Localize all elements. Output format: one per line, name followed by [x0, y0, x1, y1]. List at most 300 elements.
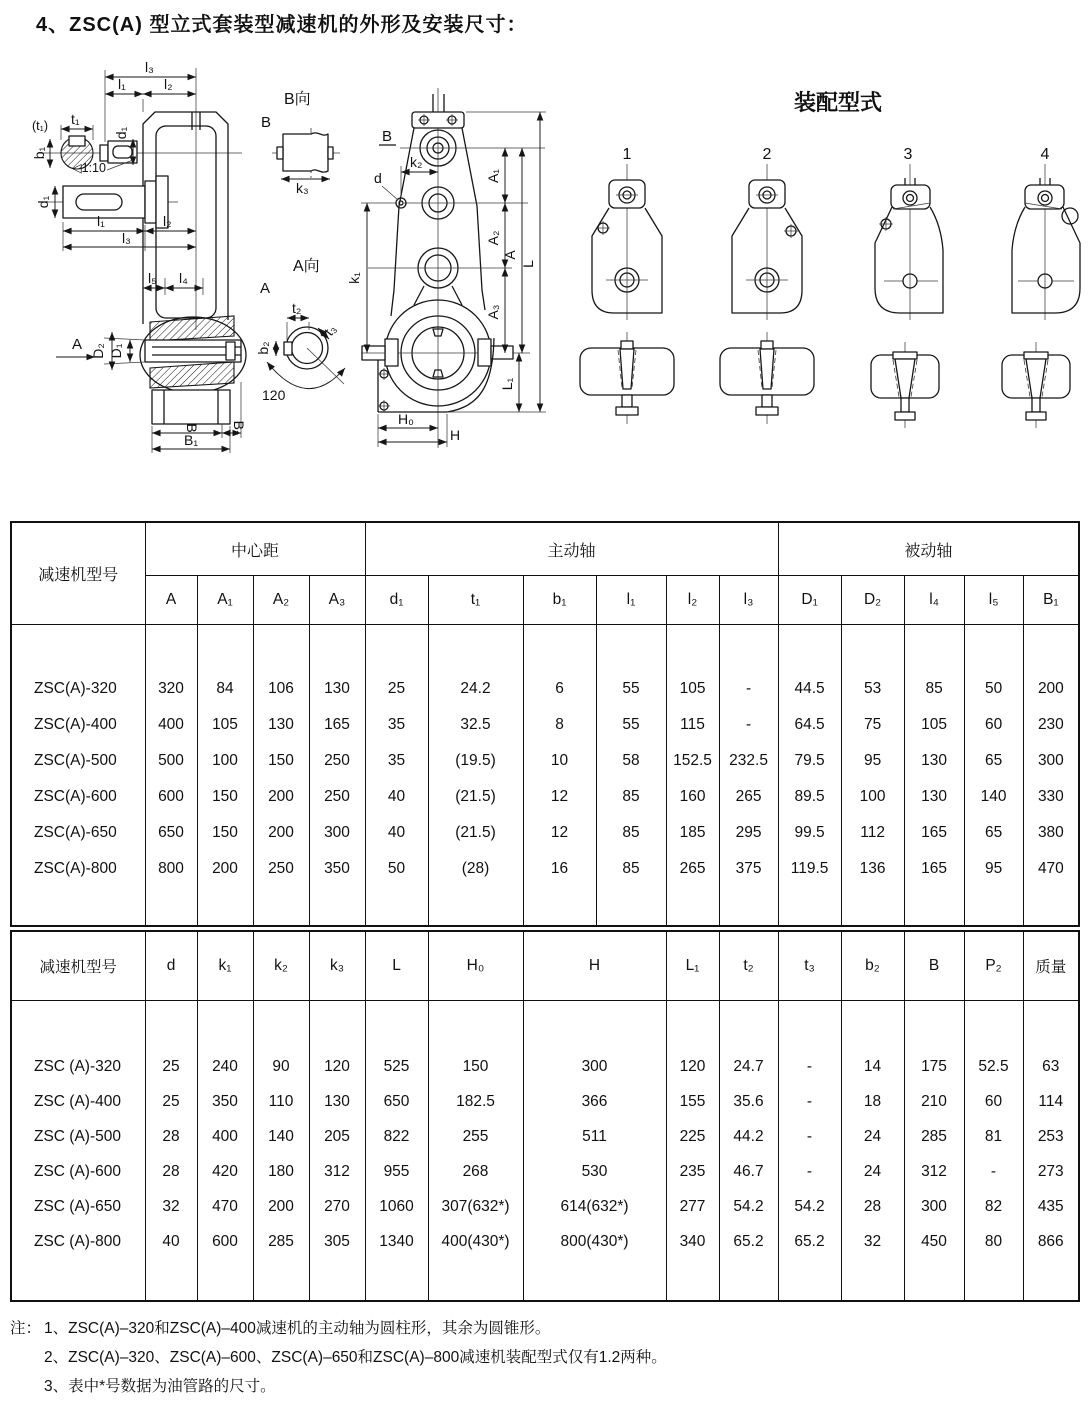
value-cell: 25 [145, 1001, 197, 1085]
value-cell: - [778, 1001, 841, 1085]
value-cell: 90 [253, 1001, 309, 1085]
value-cell: 470 [197, 1189, 253, 1224]
value-cell: 89.5 [778, 779, 841, 815]
value-cell: 54.2 [719, 1189, 778, 1224]
model-cell: ZSC (A)-650 [11, 1189, 145, 1224]
assembly-number-1: 1 [622, 146, 632, 163]
assembly-figure-1 [592, 164, 662, 320]
value-cell: 150 [428, 1001, 523, 1085]
value-cell: 130 [904, 743, 964, 779]
model-cell: ZSC (A)-800 [11, 1224, 145, 1301]
value-cell: 32 [145, 1189, 197, 1224]
dim-label: l₃ [122, 230, 131, 246]
dim-label: H [450, 427, 461, 443]
dim-label: l₁ [118, 76, 126, 92]
value-cell: - [778, 1119, 841, 1154]
dim-label: k₂ [410, 154, 423, 170]
value-cell: - [719, 625, 778, 708]
header-cell: d₁ [365, 576, 428, 625]
value-cell: 75 [841, 707, 904, 743]
value-cell: 6 [523, 625, 596, 708]
value-cell: 35 [365, 707, 428, 743]
group-header-center-distance: 中心距 [145, 522, 365, 576]
value-cell: 53 [841, 625, 904, 708]
value-cell: 10 [523, 743, 596, 779]
value-cell: 525 [365, 1001, 428, 1085]
value-cell: 28 [145, 1154, 197, 1189]
value-cell: 85 [596, 815, 666, 851]
dim-label: t₃ [320, 321, 340, 339]
value-cell: 40 [365, 779, 428, 815]
value-cell: 84 [197, 625, 253, 708]
value-cell: 420 [197, 1154, 253, 1189]
value-cell: 300 [523, 1001, 666, 1085]
value-cell: 800 [145, 851, 197, 926]
dimensions-table-lower [10, 930, 1080, 1302]
header-cell: b₁ [523, 576, 596, 625]
model-cell: ZSC (A)-500 [11, 1119, 145, 1154]
column-header-model: 减速机型号 [11, 522, 145, 625]
taper-note: ◁1:10 [72, 161, 106, 175]
value-cell: 400(430*) [428, 1224, 523, 1301]
value-cell: 28 [841, 1189, 904, 1224]
value-cell: 65.2 [778, 1224, 841, 1301]
value-cell: 35 [365, 743, 428, 779]
value-cell: 155 [666, 1084, 719, 1119]
header-cell: L₁ [666, 931, 719, 1001]
value-cell: 99.5 [778, 815, 841, 851]
value-cell: (21.5) [428, 779, 523, 815]
dim-label: A₁ [485, 168, 501, 184]
header-cell: D₂ [841, 576, 904, 625]
table-row [11, 1154, 1079, 1189]
model-cell: ZSC (A)-400 [11, 1084, 145, 1119]
value-cell: 330 [1023, 779, 1079, 815]
value-cell: 160 [666, 779, 719, 815]
value-cell: 230 [1023, 707, 1079, 743]
value-cell: 350 [309, 851, 365, 926]
value-cell: 1340 [365, 1224, 428, 1301]
dim-label: D₁ [108, 343, 124, 359]
value-cell: 400 [197, 1119, 253, 1154]
value-cell: 511 [523, 1119, 666, 1154]
table-row [11, 743, 1079, 779]
value-cell: 866 [1023, 1224, 1079, 1301]
header-cell: H [523, 931, 666, 1001]
value-cell: 95 [841, 743, 904, 779]
value-cell: 500 [145, 743, 197, 779]
header-cell: L [365, 931, 428, 1001]
value-cell: 530 [523, 1154, 666, 1189]
dim-label: l₃ [145, 59, 154, 75]
header-cell: l₂ [666, 576, 719, 625]
value-cell: 268 [428, 1154, 523, 1189]
value-cell: 240 [197, 1001, 253, 1085]
value-cell: 130 [253, 707, 309, 743]
model-cell: ZSC(A)-800 [11, 851, 145, 926]
dim-label: d₁ [35, 195, 51, 209]
value-cell: 65 [964, 815, 1023, 851]
value-cell: 32 [841, 1224, 904, 1301]
value-cell: 112 [841, 815, 904, 851]
value-cell: 235 [666, 1154, 719, 1189]
value-cell: 270 [309, 1189, 365, 1224]
value-cell: 295 [719, 815, 778, 851]
value-cell: 380 [1023, 815, 1079, 851]
value-cell: 400 [145, 707, 197, 743]
value-cell: 60 [964, 707, 1023, 743]
value-cell: 136 [841, 851, 904, 926]
table-row [11, 1084, 1079, 1119]
column-header-row [11, 931, 1079, 1001]
front-view-drawing [346, 88, 546, 448]
value-cell: 150 [253, 743, 309, 779]
note-prefix: 注： [10, 1320, 42, 1337]
value-cell: 285 [904, 1119, 964, 1154]
value-cell: 200 [253, 779, 309, 815]
value-cell: 18 [841, 1084, 904, 1119]
header-cell: 减速机型号 [11, 931, 145, 1001]
value-cell: 320 [145, 625, 197, 708]
value-cell: (28) [428, 851, 523, 926]
header-cell: 质量 [1023, 931, 1079, 1001]
value-cell: 150 [197, 815, 253, 851]
dim-label: L₁ [499, 377, 515, 391]
table-body [11, 1001, 1079, 1302]
value-cell: 200 [1023, 625, 1079, 708]
value-cell: 16 [523, 851, 596, 926]
assembly-number-2: 2 [762, 146, 772, 163]
value-cell: 250 [309, 779, 365, 815]
value-cell: 1060 [365, 1189, 428, 1224]
value-cell: 650 [145, 815, 197, 851]
table-row [11, 625, 1079, 708]
value-cell: 225 [666, 1119, 719, 1154]
dim-label: H₀ [398, 411, 414, 427]
value-cell: 250 [309, 743, 365, 779]
table-row [11, 1224, 1079, 1301]
group-header-driven-shaft: 被动轴 [778, 522, 1079, 576]
header-cell: A₂ [253, 576, 309, 625]
dim-label: B₁ [184, 432, 199, 448]
value-cell: 185 [666, 815, 719, 851]
dim-label: d [374, 170, 382, 186]
value-cell: 50 [365, 851, 428, 926]
value-cell: - [964, 1154, 1023, 1189]
header-cell: A₃ [309, 576, 365, 625]
value-cell: 119.5 [778, 851, 841, 926]
value-cell: 100 [197, 743, 253, 779]
header-cell: t₃ [778, 931, 841, 1001]
header-cell: l₅ [964, 576, 1023, 625]
dim-label: l₂ [164, 76, 173, 92]
value-cell: 24 [841, 1119, 904, 1154]
dim-label: D₂ [90, 343, 106, 359]
value-cell: 253 [1023, 1119, 1079, 1154]
dim-label: A₂ [485, 230, 501, 246]
value-cell: 250 [253, 851, 309, 926]
header-cell: B [904, 931, 964, 1001]
value-cell: 44.2 [719, 1119, 778, 1154]
table-body [11, 625, 1079, 927]
value-cell: 79.5 [778, 743, 841, 779]
value-cell: 32.5 [428, 707, 523, 743]
value-cell: 285 [253, 1224, 309, 1301]
a-direction-view [255, 257, 345, 403]
value-cell: 40 [365, 815, 428, 851]
value-cell: 277 [666, 1189, 719, 1224]
view-label: B [261, 114, 272, 131]
value-cell: 140 [253, 1119, 309, 1154]
value-cell: 300 [904, 1189, 964, 1224]
dim-label: k₁ [346, 272, 362, 284]
value-cell: 46.7 [719, 1154, 778, 1189]
model-cell: ZSC(A)-500 [11, 743, 145, 779]
header-cell: H₀ [428, 931, 523, 1001]
value-cell: 65 [964, 743, 1023, 779]
value-cell: 650 [365, 1084, 428, 1119]
value-cell: 435 [1023, 1189, 1079, 1224]
view-title: A向 [293, 258, 320, 275]
group-header-drive-shaft: 主动轴 [365, 522, 778, 576]
assembly-title: 装配型式 [793, 90, 883, 115]
value-cell: 822 [365, 1119, 428, 1154]
value-cell: 470 [1023, 851, 1079, 926]
value-cell: 600 [197, 1224, 253, 1301]
value-cell: 58 [596, 743, 666, 779]
model-cell: ZSC(A)-320 [11, 625, 145, 708]
assembly-figure-2 [732, 164, 802, 320]
value-cell: 955 [365, 1154, 428, 1189]
dim-label: t₂ [292, 300, 302, 316]
value-cell: 50 [964, 625, 1023, 708]
value-cell: 800(430*) [523, 1224, 666, 1301]
header-cell: D₁ [778, 576, 841, 625]
header-cell: l₁ [596, 576, 666, 625]
value-cell: 52.5 [964, 1001, 1023, 1085]
model-cell: ZSC(A)-600 [11, 779, 145, 815]
header-cell: l₃ [719, 576, 778, 625]
value-cell: 35.6 [719, 1084, 778, 1119]
value-cell: 130 [309, 1084, 365, 1119]
value-cell: 140 [964, 779, 1023, 815]
table-row [11, 1001, 1079, 1085]
dim-label: l₅ [148, 270, 157, 286]
value-cell: 300 [309, 815, 365, 851]
value-cell: 200 [197, 851, 253, 926]
model-cell: ZSC(A)-650 [11, 815, 145, 851]
value-cell: 12 [523, 815, 596, 851]
value-cell: 95 [964, 851, 1023, 926]
note-item: 3、表中*号数据为油管路的尺寸。 [44, 1378, 276, 1395]
value-cell: 273 [1023, 1154, 1079, 1189]
value-cell: 130 [904, 779, 964, 815]
value-cell: 28 [145, 1119, 197, 1154]
value-cell: 265 [719, 779, 778, 815]
assembly-number-4: 4 [1040, 146, 1050, 163]
assembly-figure-4 [1012, 164, 1080, 320]
value-cell: 60 [964, 1084, 1023, 1119]
value-cell: 232.5 [719, 743, 778, 779]
value-cell: 40 [145, 1224, 197, 1301]
table-row [11, 815, 1079, 851]
header-cell: k₁ [197, 931, 253, 1001]
value-cell: 210 [904, 1084, 964, 1119]
dim-label: B₂ [231, 420, 247, 436]
value-cell: 200 [253, 815, 309, 851]
value-cell: 63 [1023, 1001, 1079, 1085]
header-cell: t₂ [719, 931, 778, 1001]
value-cell: 12 [523, 779, 596, 815]
assembly-figure-3 [875, 164, 943, 320]
dim-label: A [502, 250, 518, 260]
value-cell: 300 [1023, 743, 1079, 779]
assembly-shaft-view-1 [580, 332, 674, 424]
value-cell: 375 [719, 851, 778, 926]
value-cell: 82 [964, 1189, 1023, 1224]
value-cell: 450 [904, 1224, 964, 1301]
value-cell: 54.2 [778, 1189, 841, 1224]
value-cell: 175 [904, 1001, 964, 1085]
dim-label: A₃ [485, 304, 501, 320]
model-cell: ZSC (A)-600 [11, 1154, 145, 1189]
dim-label: l₂ [163, 213, 172, 229]
value-cell: (19.5) [428, 743, 523, 779]
value-cell: 85 [596, 779, 666, 815]
view-label: A [260, 280, 271, 297]
note-item: 1、ZSC(A)–320和ZSC(A)–400减速机的主动轴为圆柱形，其余为圆锥形。 [44, 1320, 551, 1337]
footnotes [10, 1314, 1050, 1401]
header-cell: P₂ [964, 931, 1023, 1001]
header-cell: b₂ [841, 931, 904, 1001]
value-cell: 180 [253, 1154, 309, 1189]
value-cell: 55 [596, 625, 666, 708]
value-cell: 182.5 [428, 1084, 523, 1119]
value-cell: 25 [365, 625, 428, 708]
value-cell: - [778, 1084, 841, 1119]
value-cell: 25 [145, 1084, 197, 1119]
header-cell: A₁ [197, 576, 253, 625]
value-cell: 81 [964, 1119, 1023, 1154]
value-cell: 114 [1023, 1084, 1079, 1119]
dim-label: d₁ [113, 126, 129, 140]
table-row [11, 1189, 1079, 1224]
model-cell: ZSC (A)-320 [11, 1001, 145, 1085]
value-cell: 150 [197, 779, 253, 815]
assembly-shaft-view-4 [1002, 342, 1070, 428]
page-title: 4、ZSC(A) 型立式套装型减速机的外形及安装尺寸： [36, 14, 528, 36]
dim-label: B [184, 423, 200, 433]
dim-label: L [520, 260, 536, 268]
header-cell: B₁ [1023, 576, 1079, 625]
value-cell: 64.5 [778, 707, 841, 743]
table-row [11, 779, 1079, 815]
header-cell: A [145, 576, 197, 625]
note-item: 2、ZSC(A)–320、ZSC(A)–600、ZSC(A)–650和ZSC(A)–800减速机装配型式仅有1.2两种。 [44, 1349, 667, 1366]
value-cell: 44.5 [778, 625, 841, 708]
value-cell: 55 [596, 707, 666, 743]
value-cell: 350 [197, 1084, 253, 1119]
value-cell: 130 [309, 625, 365, 708]
value-cell: 24.2 [428, 625, 523, 708]
dim-label: l₁ [97, 213, 105, 229]
dim-label: k₃ [296, 180, 309, 196]
dimensions-table-upper [10, 521, 1080, 927]
table-row [11, 1119, 1079, 1154]
dim-label: b₁ [31, 146, 47, 160]
value-cell: 312 [309, 1154, 365, 1189]
value-cell: 8 [523, 707, 596, 743]
value-cell: 165 [904, 815, 964, 851]
header-cell: k₃ [309, 931, 365, 1001]
value-cell: 120 [309, 1001, 365, 1085]
value-cell: 165 [309, 707, 365, 743]
value-cell: 115 [666, 707, 719, 743]
value-cell: 106 [253, 625, 309, 708]
value-cell: 85 [596, 851, 666, 926]
dim-label: b₂ [255, 341, 271, 355]
assembly-shaft-view-2 [720, 332, 814, 424]
value-cell: 24.7 [719, 1001, 778, 1085]
value-cell: 614(632*) [523, 1189, 666, 1224]
value-cell: 85 [904, 625, 964, 708]
table-row [11, 851, 1079, 926]
value-cell: 200 [253, 1189, 309, 1224]
value-cell: 105 [666, 625, 719, 708]
value-cell: 65.2 [719, 1224, 778, 1301]
b-direction-view [261, 90, 340, 196]
header-cell: k₂ [253, 931, 309, 1001]
header-cell: l₄ [904, 576, 964, 625]
column-header-row [11, 576, 1079, 625]
value-cell: - [719, 707, 778, 743]
value-cell: (21.5) [428, 815, 523, 851]
value-cell: 340 [666, 1224, 719, 1301]
view-label: B [382, 128, 393, 145]
value-cell: 110 [253, 1084, 309, 1119]
table-row [11, 707, 1079, 743]
dim-label: (t₁) [32, 119, 49, 133]
model-cell: ZSC(A)-400 [11, 707, 145, 743]
view-title: B向 [284, 91, 311, 108]
value-cell: 305 [309, 1224, 365, 1301]
value-cell: 14 [841, 1001, 904, 1085]
value-cell: 600 [145, 779, 197, 815]
assembly-shaft-view-3 [871, 342, 939, 428]
value-cell: 205 [309, 1119, 365, 1154]
value-cell: 165 [904, 851, 964, 926]
value-cell: 120 [666, 1001, 719, 1085]
technical-drawing [0, 28, 1091, 528]
assembly-types [580, 90, 1080, 428]
side-view-drawing [31, 59, 247, 453]
value-cell: 265 [666, 851, 719, 926]
value-cell: 312 [904, 1154, 964, 1189]
value-cell: - [778, 1154, 841, 1189]
dim-label: l₄ [179, 270, 188, 286]
value-cell: 100 [841, 779, 904, 815]
value-cell: 307(632*) [428, 1189, 523, 1224]
value-cell: 366 [523, 1084, 666, 1119]
header-cell: t₁ [428, 576, 523, 625]
assembly-number-3: 3 [903, 146, 913, 163]
value-cell: 255 [428, 1119, 523, 1154]
value-cell: 152.5 [666, 743, 719, 779]
header-cell: d [145, 931, 197, 1001]
value-cell: 105 [904, 707, 964, 743]
value-cell: 80 [964, 1224, 1023, 1301]
value-cell: 24 [841, 1154, 904, 1189]
